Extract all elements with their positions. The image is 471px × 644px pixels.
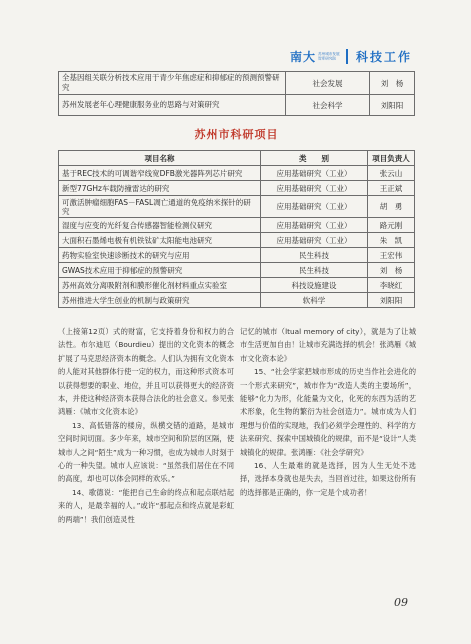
logo-sub-line-2: 智库研究院 bbox=[318, 56, 337, 61]
section-title: 科技工作 bbox=[356, 49, 413, 64]
project-title-cell: 苏州高效分离吸附剂和膜形催化剂材料重点实验室 bbox=[59, 278, 261, 293]
project-category-cell: 应用基础研究（工业） bbox=[261, 218, 368, 233]
project-title-cell: 可激活肿瘤细胞FAS－FASL凋亡通道的免疫纳米探针的研究 bbox=[59, 196, 261, 218]
project-title-cell: GWAS技术应用于抑郁症的预警研究 bbox=[59, 263, 261, 278]
project-category-cell: 民生科技 bbox=[261, 263, 368, 278]
project-category-cell: 社会科学 bbox=[286, 95, 370, 116]
project-category-cell: 应用基础研究（工业） bbox=[261, 196, 368, 218]
table-row bbox=[59, 263, 415, 278]
table-header-row bbox=[59, 151, 415, 166]
table-row bbox=[59, 196, 415, 218]
project-leader-cell: 刘阳阳 bbox=[370, 95, 415, 116]
table-row bbox=[59, 278, 415, 293]
project-leader-cell: 胡 勇 bbox=[368, 196, 415, 218]
project-title-cell: 全基因组关联分析技术应用于青少年焦虑症和抑郁症的预测预警研究 bbox=[59, 72, 286, 95]
project-title-cell: 药物实验室快速诊断技术的研究与应用 bbox=[59, 248, 261, 263]
table-row bbox=[59, 233, 415, 248]
project-leader-cell: 王宏伟 bbox=[368, 248, 415, 263]
project-category-cell: 软科学 bbox=[261, 293, 368, 308]
project-title-cell: 基于REC技术的可调谐窄线宽DFB激光器阵列芯片研究 bbox=[59, 166, 261, 181]
project-category-cell: 应用基础研究（工业） bbox=[261, 233, 368, 248]
project-leader-cell: 李晓红 bbox=[368, 278, 415, 293]
paragraph: 13、高低错落的楼房，纵横交错的道路，是城市空间时间切面。多少年来，城市空间和阶层的区隔，使城市人之间“陌生”成为一种习惯，也成为城市人时刻于心的一种失望。城市人应该说：“虽然我们居住在不同的高度，却也可以体会同样的欢乐。” bbox=[58, 420, 234, 484]
project-leader-cell: 张云山 bbox=[368, 166, 415, 181]
table-row bbox=[59, 181, 415, 196]
project-title-cell: 苏州发展老年心理健康服务业的思路与对策研究 bbox=[59, 95, 286, 116]
project-leader-cell: 刘 杨 bbox=[370, 72, 415, 95]
suzhou-project-table bbox=[58, 150, 415, 308]
header-divider bbox=[346, 49, 348, 64]
project-title-cell: 湿度与应变的光纤复合传感器智能检测仪研究 bbox=[59, 218, 261, 233]
project-title-cell: 新型77GHz车载防撞雷达的研究 bbox=[59, 181, 261, 196]
table-row bbox=[59, 72, 415, 95]
project-table-continued bbox=[58, 71, 415, 116]
project-category-cell: 民生科技 bbox=[261, 248, 368, 263]
right-text-column bbox=[240, 325, 416, 499]
table-heading: 苏州市科研项目 bbox=[194, 128, 279, 141]
project-category-cell: 应用基础研究（工业） bbox=[261, 166, 368, 181]
paragraph: （上接第12页）式的财富，它支持着身份和权力的合法性。布尔迪厄（Bourdieu）提出的文化资本的概念扩展了马克思经济资本的概念。人们认为拥有文化资本的人能对其他群体行使一定的权力，而这种形式资本可以获得想要的职业、地位，并且可以获得更大的经济资本，并使这种经济资本获得合法化的社会意义。参见张鸿雁：《城市文化资本论》 bbox=[58, 327, 234, 417]
table-row bbox=[59, 218, 415, 233]
table-row bbox=[59, 293, 415, 308]
column-header-category: 类 别 bbox=[261, 151, 368, 166]
column-header-leader: 项目负责人 bbox=[368, 151, 415, 166]
project-title-cell: 大面积石墨烯电极有机铁钛矿太阳能电池研究 bbox=[59, 233, 261, 248]
project-category-cell: 社会发展 bbox=[286, 72, 370, 95]
table-row bbox=[59, 248, 415, 263]
institute-logo-subtitle bbox=[318, 52, 340, 61]
paragraph: 记忆的城市（ltual memory of city），就是为了让城市生活更加自由！让城市充满选择的机会！张鸿雁《城市文化资本论》 bbox=[240, 327, 416, 363]
column-header-title: 项目名称 bbox=[59, 151, 261, 166]
paragraph: 15、“社会学家把城市形成的历史当作社会进化的一个形式来研究”，城市作为“改造人类的主要场所”，能够“化力为形，化能量为文化，化死的东西为活的艺术形象，化生物的繁衍为社会创造力”。城市成为人们理想与价值的实现地，我们必须学会理性的、科学的方法来研究、探索中国城镇化的规律，而不是“设计”人类城镇化的规律。张鸿雁：《社会学研究》 bbox=[240, 367, 416, 457]
paragraph: 14、歌德说：“能把自己生命的终点和起点联结起来的人，是最幸福的人。”或许“那起点和终点就是彩虹的两端”！我们创造灵性 bbox=[58, 487, 234, 524]
project-leader-cell: 刘阳阳 bbox=[368, 293, 415, 308]
project-title-cell: 苏州推进大学生创业的机制与政策研究 bbox=[59, 293, 261, 308]
left-text-column bbox=[58, 325, 234, 526]
project-leader-cell: 路元刚 bbox=[368, 218, 415, 233]
page-header bbox=[290, 47, 450, 65]
table-row bbox=[59, 95, 415, 116]
project-category-cell: 应用基础研究（工业） bbox=[261, 181, 368, 196]
logo-sub-line-1: 苏州城市发展 bbox=[318, 51, 340, 56]
page-number: 09 bbox=[394, 596, 408, 609]
project-leader-cell: 朱 凯 bbox=[368, 233, 415, 248]
table-row bbox=[59, 166, 415, 181]
institute-logo-name: 南大 bbox=[290, 49, 317, 64]
project-leader-cell: 王正斌 bbox=[368, 181, 415, 196]
paragraph: 16、人生最难的就是选择，因为人生无处不选择，选择本身就也是失去，当回首过往，如果这份所有的选择都是正确的，你一定是个成功者！ bbox=[240, 461, 416, 497]
project-leader-cell: 刘 杨 bbox=[368, 263, 415, 278]
project-category-cell: 科技设施建设 bbox=[261, 278, 368, 293]
